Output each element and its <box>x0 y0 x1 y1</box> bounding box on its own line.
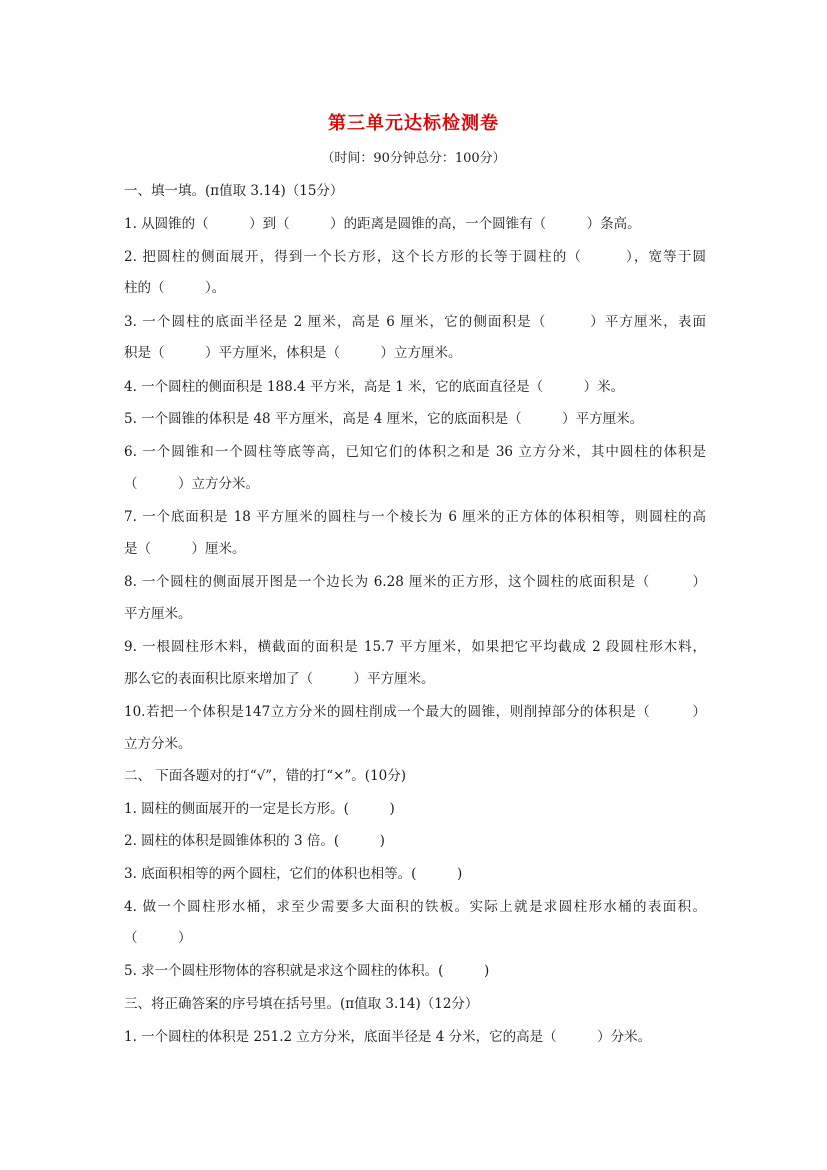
question-text: 6. 一个圆锥和一个圆柱等底等高，已知它们的体积之和是 36 立方分米，其中圆柱的体积是 <box>124 444 706 460</box>
question-text: 5. 求一个圆柱形物体的容积就是求这个圆柱的体积。( ) <box>124 963 490 979</box>
section-2-heading: 二、 下面各题对的打“√”，错的打“×”。(10分) <box>124 768 407 784</box>
question-text: 2. 把圆柱的侧面展开，得到一个长方形，这个长方形的长等于圆柱的（ ），宽等于圆 <box>124 249 706 265</box>
section-3-heading: 三、将正确答案的序号填在括号里。(π值取 3.14)（12分） <box>124 996 479 1012</box>
question-text: 积是（ ）平方厘米，体积是（ ）立方厘米。 <box>124 345 462 361</box>
question-text: 7. 一个底面积是 18 平方厘米的圆柱与一个棱长为 6 厘米的正方体的体积相等，则圆柱的高 <box>124 509 706 525</box>
question-text: 平方厘米。 <box>124 606 192 622</box>
question-text: 2. 圆柱的体积是圆锥体积的 3 倍。( ) <box>124 833 385 849</box>
question-text: 9. 一根圆柱形木料，横截面的面积是 15.7 平方厘米，如果把它平均截成 2 段圆柱形木料， <box>124 639 706 655</box>
question-text: 是（ ）厘米。 <box>124 541 246 557</box>
question-text: （ ）立方分米。 <box>124 476 259 492</box>
question-text: 5. 一个圆锥的体积是 48 平方厘米，高是 4 厘米，它的底面积是（ ）平方厘米。 <box>124 411 644 427</box>
question-text: 10.若把一个体积是147立方分米的圆柱削成一个最大的圆锥，则削掉部分的体积是（ ） <box>124 704 706 720</box>
question-text: 柱的（ ）。 <box>124 280 226 296</box>
question-text: 4. 一个圆柱的侧面积是 188.4 平方米，高是 1 米，它的底面直径是（ ）米。 <box>124 379 625 395</box>
question-text: 8. 一个圆柱的侧面展开图是一个边长为 6.28 厘米的正方形，这个圆柱的底面积是（ ） <box>124 574 706 590</box>
question-text: 1. 圆柱的侧面展开的一定是长方形。( ) <box>124 801 395 817</box>
question-text: （ ） <box>124 930 192 946</box>
question-text: 1. 一个圆柱的体积是 251.2 立方分米，底面半径是 4 分米，它的高是（ ）分米。 <box>124 1029 652 1045</box>
question-text: 那么它的表面积比原来增加了（ ）平方厘米。 <box>124 671 435 687</box>
question-text: 1. 从圆锥的（ ）到（ ）的距离是圆锥的高，一个圆锥有（ ）条高。 <box>124 216 641 232</box>
section-1-heading: 一、填一填。(π值取 3.14)（15分） <box>124 183 344 199</box>
question-text: 立方分米。 <box>124 736 192 752</box>
page-title: 第三单元达标检测卷 <box>328 113 499 134</box>
page-subtitle: （时间：90分钟总分：100分） <box>321 151 506 166</box>
question-text: 3. 一个圆柱的底面半径是 2 厘米，高是 6 厘米，它的侧面积是（ ）平方厘米，表面 <box>124 314 706 330</box>
question-text: 3. 底面积相等的两个圆柱，它们的体积也相等。( ) <box>124 866 463 882</box>
question-text: 4. 做一个圆柱形水桶，求至少需要多大面积的铁板。实际上就是求圆柱形水桶的表面积。 <box>124 899 706 915</box>
